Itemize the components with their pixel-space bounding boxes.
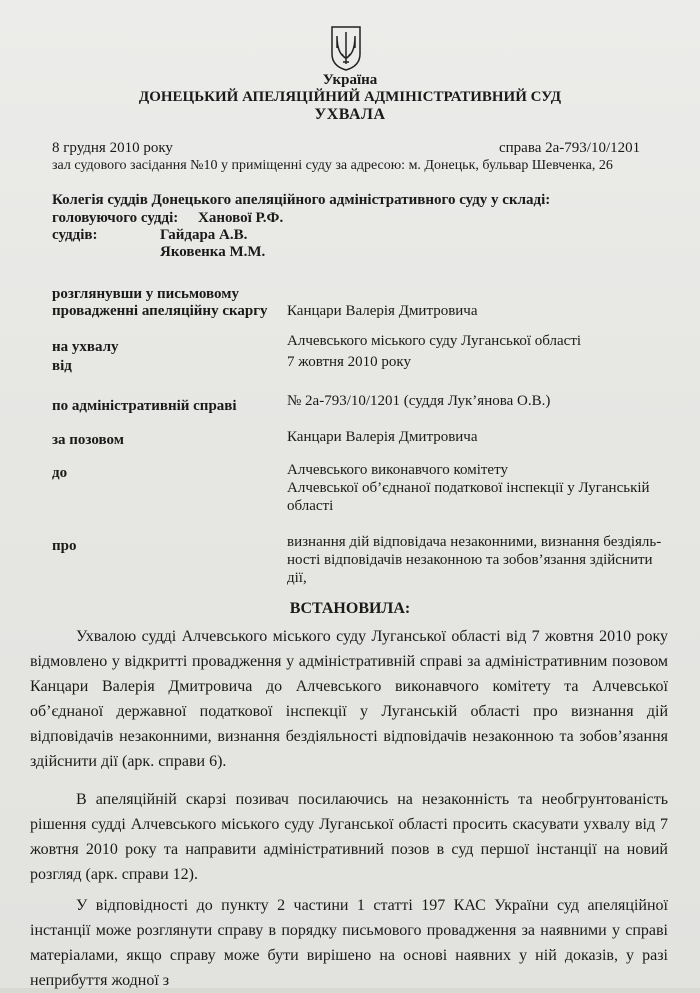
- review-label: провадженні апеляційну скаргу: [52, 303, 268, 319]
- subject-label: про: [52, 538, 77, 554]
- subject-value: визнання дій відповідача незаконними, визнання бездіяль-: [287, 534, 662, 550]
- presiding-label: головуючого судді:: [52, 210, 179, 226]
- hall-address: зал судового засідання №10 у приміщенні суду за адресою: м. Донецьк, бульвар Шевченка, 26: [52, 158, 613, 173]
- section-heading: ВСТАНОВИЛА:: [289, 600, 411, 617]
- review-value: Канцари Валерія Дмитровича: [287, 303, 478, 319]
- judges-label: суддів:: [52, 227, 98, 243]
- defendant-value: області: [287, 498, 334, 514]
- judge-name: Гайдара А.В.: [160, 227, 248, 243]
- body-paragraph: Ухвалою судді Алчевського міського суду Луганської області від 7 жовтня 2010 року відмовлено у відкритті провадження у адміністративній справі за адміністративним позовом Канцари Валерія Дмитровича до Алчевського виконавчого комітету та Алчевської об’єднаної державної податкової інспекції у Луганській області про визнання дій відповідачів незаконними, визнання бездіяльності відповідачів незаконною та зобов’язання здійснити дії (арк. справи 6).: [30, 628, 668, 770]
- case-value: № 2а-793/10/1201 (суддя Лук’янова О.В.): [287, 393, 551, 409]
- claim-label: за позовом: [52, 432, 124, 448]
- ruling-court: Алчевського міського суду Луганської області: [287, 333, 582, 349]
- document-date: 8 грудня 2010 року: [52, 140, 173, 156]
- country-title: Україна: [322, 72, 378, 88]
- presiding-judge-name: Ханової Р.Ф.: [198, 210, 284, 226]
- defendant-value: Алчевського виконавчого комітету: [287, 462, 508, 478]
- review-label: розглянувши у письмовому: [52, 286, 239, 302]
- case-label: по адміністративній справі: [52, 398, 237, 414]
- ruling-date-label: від: [52, 358, 72, 374]
- defendant-value: Алчевської об’єднаної податкової інспекції у Луганській: [287, 480, 650, 496]
- ruling-label: на ухвалу: [52, 339, 119, 355]
- ukraine-trident-emblem-icon: [328, 24, 364, 72]
- body-paragraph: В апеляційній скарзі позивач посилаючись на незаконність та необгрунтованість рішення судді Алчевського міського суду Луганської області просить скасувати ухвалу від 7 жовтня 2010 року та направити адміністративний позов в суд першої інстанції на новий розгляд (арк. справи 12).: [30, 791, 668, 883]
- case-number: справа 2а-793/10/1201: [499, 140, 641, 156]
- defendant-label: до: [52, 465, 68, 481]
- subject-value: ності відповідачів незаконною та зобов’язання здійснити: [287, 552, 653, 568]
- panel-title: Колегія суддів Донецького апеляційного адміністративного суду у складі:: [52, 192, 551, 208]
- judge-name: Яковенка М.М.: [160, 244, 266, 260]
- claim-value: Канцари Валерія Дмитровича: [287, 429, 478, 445]
- body-paragraph: У відповідності до пункту 2 частини 1 статті 197 КАС України суд апеляційної інстанції може розглянути справу в порядку письмового провадження за наявними у справі матеріалами, якщо справу може бути вирішено на основі наявних у ній доказів, у разі неприбуття жодної з: [30, 897, 668, 989]
- court-name: ДОНЕЦЬКИЙ АПЕЛЯЦІЙНИЙ АДМІНІСТРАТИВНИЙ СУД: [138, 89, 562, 105]
- ruling-date: 7 жовтня 2010 року: [287, 354, 412, 370]
- subject-value: дії,: [287, 570, 307, 586]
- document-type: УХВАЛА: [314, 106, 386, 123]
